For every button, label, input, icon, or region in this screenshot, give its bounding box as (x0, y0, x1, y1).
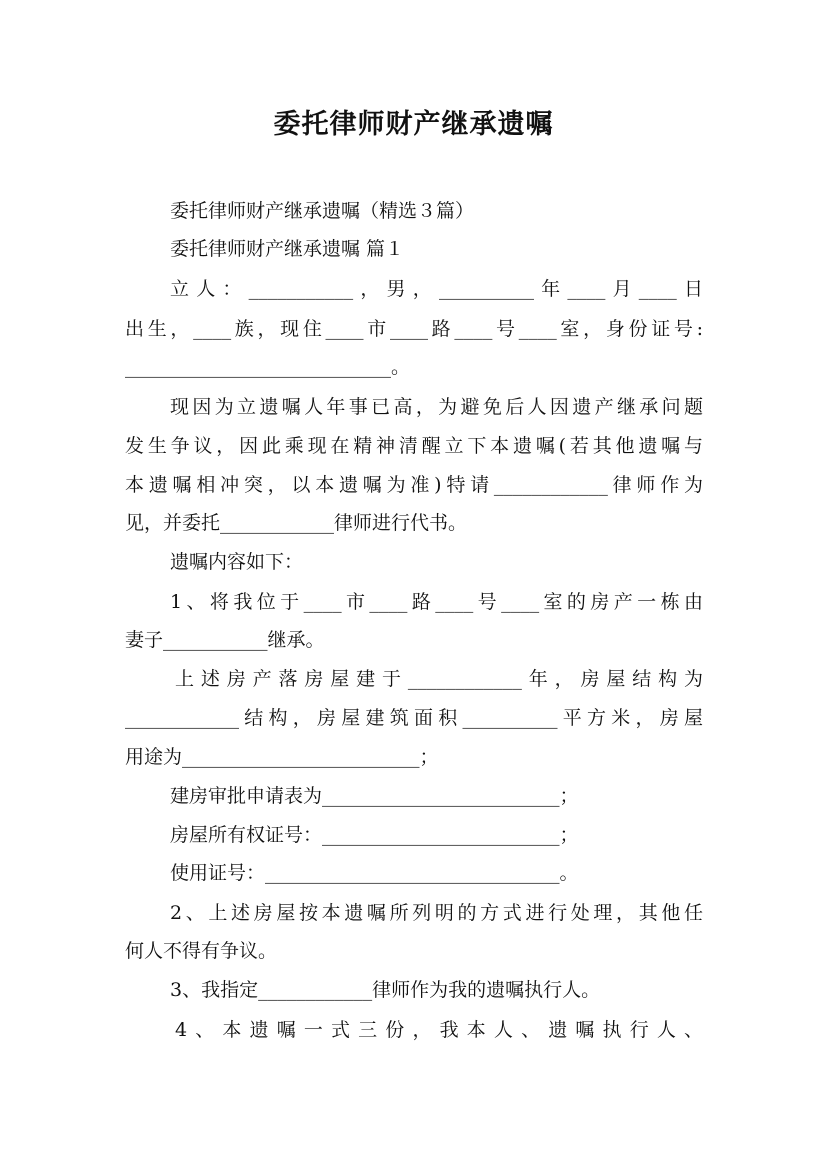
paragraph-reason-line-1: 现因为立遗嘱人年事已高，为避免后人因遗产继承问题 (170, 396, 703, 418)
testator-info-line-3: ____________________________。 (125, 356, 411, 378)
clause-3-line: 3、我指定____________律师作为我的遗嘱执行人。 (170, 979, 601, 1001)
clause-1-line-1: 1、将我位于____市____路____号____室的房产一栋由 (170, 591, 703, 613)
clause-2-line-2: 何人不得有争议。 (125, 940, 278, 962)
property-detail-line-2: ____________结构，房屋建筑面积__________平方米，房屋 (125, 707, 703, 729)
document-title: 委托律师财产继承遗嘱 (273, 109, 554, 140)
property-detail-line-3: 用途为_________________________； (125, 746, 439, 768)
paragraph-reason-line-3: 本遗嘱相冲突，以本遗嘱为准)特请____________律师作为 (125, 474, 703, 496)
clause-1-line-2: 妻子___________继承。 (125, 629, 325, 651)
paragraph-reason-line-4: 见，并委托____________律师进行代书。 (125, 512, 468, 534)
testator-info-line-1: 立人：___________，男，__________年____月____日 (170, 278, 703, 300)
property-detail-line-1: 上述房产落房屋建于____________年，房屋结构为 (175, 668, 703, 690)
building-approval-line: 建房审批申请表为_________________________； (170, 785, 579, 807)
ownership-certificate-line: 房屋所有权证号：_________________________； (170, 824, 579, 846)
paragraph-reason-line-2: 发生争议，因此乘现在精神清醒立下本遗嘱(若其他遗嘱与 (125, 435, 703, 457)
usage-certificate-line: 使用证号：_______________________________。 (170, 862, 579, 884)
testator-info-line-2: 出生，____族，现住____市____路____号____室，身份证号: (125, 318, 703, 340)
clause-4-line-1: 4、本遗嘱一式三份，我本人、遗嘱执行人、 (175, 1019, 703, 1041)
subtitle-part-1: 委托律师财产继承遗嘱 篇１ (170, 238, 405, 260)
will-content-heading: 遗嘱内容如下： (170, 551, 304, 573)
subtitle-selection: 委托律师财产继承遗嘱（精选３篇） (170, 200, 475, 222)
clause-2-line-1: 2、上述房屋按本遗嘱所列明的方式进行处理，其他任 (170, 902, 703, 924)
